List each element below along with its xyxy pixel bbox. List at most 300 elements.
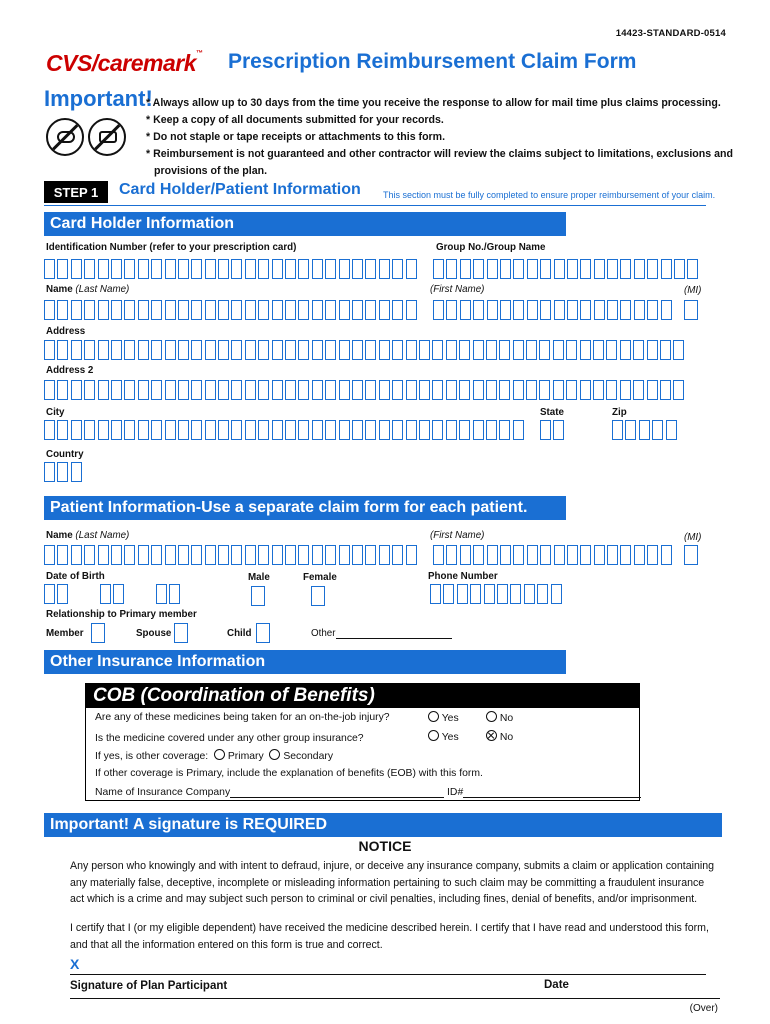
char-box[interactable] [593,340,604,360]
char-box[interactable] [205,420,216,440]
char-box[interactable] [245,340,256,360]
char-box[interactable] [124,380,135,400]
char-box[interactable] [98,420,109,440]
char-box[interactable] [539,380,550,400]
char-box[interactable] [245,380,256,400]
patient-first-name-field[interactable] [433,545,674,565]
char-box[interactable] [593,380,604,400]
char-box[interactable] [540,300,551,320]
char-box[interactable] [352,340,363,360]
char-box[interactable] [325,380,336,400]
char-box[interactable] [178,545,189,565]
char-box[interactable] [625,420,636,440]
char-box[interactable] [325,259,336,279]
secondary-radio[interactable] [269,749,280,760]
char-box[interactable] [325,420,336,440]
char-box[interactable] [165,340,176,360]
char-box[interactable] [379,300,390,320]
char-box[interactable] [191,545,202,565]
char-box[interactable] [98,300,109,320]
char-box[interactable] [165,259,176,279]
q1-no-radio[interactable] [486,711,497,722]
char-box[interactable] [459,420,470,440]
char-box[interactable] [165,380,176,400]
address2-field[interactable] [44,380,687,400]
char-box[interactable] [513,259,524,279]
dob-day-field[interactable] [100,584,127,604]
char-box[interactable] [124,340,135,360]
char-box[interactable] [312,259,323,279]
char-box[interactable] [660,380,671,400]
char-box[interactable] [513,300,524,320]
char-box[interactable] [567,259,578,279]
char-box[interactable] [218,545,229,565]
address-field[interactable] [44,340,687,360]
char-box[interactable] [647,340,658,360]
char-box[interactable] [71,545,82,565]
char-box[interactable] [580,259,591,279]
char-box[interactable] [620,340,631,360]
char-box[interactable] [486,340,497,360]
char-box[interactable] [325,340,336,360]
char-box[interactable] [406,380,417,400]
char-box[interactable] [473,420,484,440]
char-box[interactable] [473,300,484,320]
char-box[interactable] [178,420,189,440]
char-box[interactable] [379,259,390,279]
char-box[interactable] [84,545,95,565]
char-box[interactable] [298,300,309,320]
char-box[interactable] [406,300,417,320]
char-box[interactable] [540,545,551,565]
char-box[interactable] [553,340,564,360]
char-box[interactable] [231,420,242,440]
char-box[interactable] [138,380,149,400]
char-box[interactable] [433,259,444,279]
char-box[interactable] [419,420,430,440]
char-box[interactable] [633,340,644,360]
insurance-company-field[interactable] [230,786,444,798]
char-box[interactable] [71,259,82,279]
char-box[interactable] [178,340,189,360]
char-box[interactable] [430,584,441,604]
char-box[interactable] [218,380,229,400]
char-box[interactable] [272,259,283,279]
char-box[interactable] [258,259,269,279]
char-box[interactable] [191,259,202,279]
char-box[interactable] [191,340,202,360]
char-box[interactable] [151,545,162,565]
char-box[interactable] [44,420,55,440]
char-box[interactable] [510,584,521,604]
char-box[interactable] [298,420,309,440]
char-box[interactable] [661,545,672,565]
char-box[interactable] [231,259,242,279]
char-box[interactable] [527,259,538,279]
char-box[interactable] [151,259,162,279]
char-box[interactable] [460,545,471,565]
char-box[interactable] [124,259,135,279]
char-box[interactable] [245,300,256,320]
char-box[interactable] [500,259,511,279]
char-box[interactable] [620,380,631,400]
char-box[interactable] [178,380,189,400]
char-box[interactable] [111,340,122,360]
char-box[interactable] [647,259,658,279]
char-box[interactable] [513,380,524,400]
char-box[interactable] [339,545,350,565]
char-box[interactable] [540,259,551,279]
q2-yes-radio[interactable] [428,730,439,741]
char-box[interactable] [580,545,591,565]
char-box[interactable] [487,259,498,279]
char-box[interactable] [272,545,283,565]
female-checkbox[interactable] [311,586,325,606]
char-box[interactable] [446,300,457,320]
char-box[interactable] [84,380,95,400]
dob-month-field[interactable] [44,584,71,604]
char-box[interactable] [312,340,323,360]
char-box[interactable] [607,259,618,279]
char-box[interactable] [432,420,443,440]
char-box[interactable] [473,380,484,400]
char-box[interactable] [272,420,283,440]
char-box[interactable] [165,545,176,565]
char-box[interactable] [527,545,538,565]
male-checkbox[interactable] [251,586,265,606]
char-box[interactable] [57,420,68,440]
char-box[interactable] [526,380,537,400]
char-box[interactable] [352,380,363,400]
patient-last-name-field[interactable] [44,545,419,565]
char-box[interactable] [379,420,390,440]
char-box[interactable] [325,300,336,320]
char-box[interactable] [312,300,323,320]
char-box[interactable] [647,380,658,400]
char-box[interactable] [113,584,124,604]
char-box[interactable] [285,420,296,440]
char-box[interactable] [537,584,548,604]
char-box[interactable] [258,545,269,565]
char-box[interactable] [111,380,122,400]
char-box[interactable] [84,259,95,279]
char-box[interactable] [111,300,122,320]
char-box[interactable] [687,259,698,279]
char-box[interactable] [497,584,508,604]
char-box[interactable] [392,300,403,320]
last-name-field[interactable] [44,300,419,320]
char-box[interactable] [500,300,511,320]
char-box[interactable] [218,259,229,279]
char-box[interactable] [57,584,68,604]
spouse-checkbox[interactable] [174,623,188,643]
char-box[interactable] [258,340,269,360]
char-box[interactable] [432,380,443,400]
char-box[interactable] [446,340,457,360]
char-box[interactable] [433,300,444,320]
char-box[interactable] [100,584,111,604]
char-box[interactable] [312,420,323,440]
char-box[interactable] [406,340,417,360]
char-box[interactable] [594,300,605,320]
char-box[interactable] [298,340,309,360]
char-box[interactable] [98,259,109,279]
country-field[interactable] [44,462,84,482]
char-box[interactable] [473,545,484,565]
char-box[interactable] [178,300,189,320]
char-box[interactable] [524,584,535,604]
char-box[interactable] [446,259,457,279]
char-box[interactable] [71,340,82,360]
char-box[interactable] [84,420,95,440]
char-box[interactable] [138,545,149,565]
char-box[interactable] [594,259,605,279]
char-box[interactable] [639,420,650,440]
char-box[interactable] [151,380,162,400]
char-box[interactable] [57,462,68,482]
char-box[interactable] [365,259,376,279]
char-box[interactable] [298,259,309,279]
signature-field[interactable] [70,974,706,975]
char-box[interactable] [487,545,498,565]
char-box[interactable] [57,340,68,360]
patient-mi-field[interactable] [684,545,698,565]
char-box[interactable] [44,259,55,279]
char-box[interactable] [231,380,242,400]
char-box[interactable] [84,300,95,320]
char-box[interactable] [365,545,376,565]
char-box[interactable] [339,340,350,360]
char-box[interactable] [379,380,390,400]
char-box[interactable] [392,340,403,360]
char-box[interactable] [513,545,524,565]
char-box[interactable] [460,300,471,320]
char-box[interactable] [673,340,684,360]
char-box[interactable] [191,420,202,440]
char-box[interactable] [486,420,497,440]
char-box[interactable] [98,545,109,565]
char-box[interactable] [285,259,296,279]
char-box[interactable] [339,300,350,320]
char-box[interactable] [151,300,162,320]
char-box[interactable] [298,380,309,400]
char-box[interactable] [57,380,68,400]
char-box[interactable] [459,380,470,400]
child-checkbox[interactable] [256,623,270,643]
char-box[interactable] [620,545,631,565]
char-box[interactable] [540,420,551,440]
char-box[interactable] [487,300,498,320]
char-box[interactable] [218,300,229,320]
city-field[interactable] [44,420,526,440]
char-box[interactable] [138,340,149,360]
char-box[interactable] [71,380,82,400]
char-box[interactable] [231,340,242,360]
char-box[interactable] [457,584,468,604]
char-box[interactable] [567,545,578,565]
char-box[interactable] [634,300,645,320]
char-box[interactable] [446,545,457,565]
char-box[interactable] [674,259,685,279]
char-box[interactable] [258,420,269,440]
char-box[interactable] [98,340,109,360]
char-box[interactable] [138,420,149,440]
char-box[interactable] [151,420,162,440]
char-box[interactable] [84,340,95,360]
char-box[interactable] [526,340,537,360]
char-box[interactable] [165,300,176,320]
char-box[interactable] [312,545,323,565]
char-box[interactable] [57,545,68,565]
char-box[interactable] [446,420,457,440]
char-box[interactable] [499,380,510,400]
char-box[interactable] [470,584,481,604]
char-box[interactable] [258,300,269,320]
char-box[interactable] [539,340,550,360]
char-box[interactable] [580,300,591,320]
char-box[interactable] [499,420,510,440]
char-box[interactable] [339,420,350,440]
char-box[interactable] [98,380,109,400]
char-box[interactable] [594,545,605,565]
char-box[interactable] [647,300,658,320]
char-box[interactable] [513,340,524,360]
char-box[interactable] [666,420,677,440]
char-box[interactable] [634,545,645,565]
char-box[interactable] [44,340,55,360]
char-box[interactable] [245,259,256,279]
char-box[interactable] [580,380,591,400]
char-box[interactable] [156,584,167,604]
char-box[interactable] [365,420,376,440]
char-box[interactable] [647,545,658,565]
char-box[interactable] [285,300,296,320]
char-box[interactable] [124,545,135,565]
char-box[interactable] [298,545,309,565]
char-box[interactable] [339,259,350,279]
char-box[interactable] [661,300,672,320]
char-box[interactable] [554,300,565,320]
char-box[interactable] [473,259,484,279]
char-box[interactable] [660,340,671,360]
char-box[interactable] [44,545,55,565]
char-box[interactable] [191,380,202,400]
char-box[interactable] [365,300,376,320]
char-box[interactable] [606,380,617,400]
char-box[interactable] [379,340,390,360]
char-box[interactable] [634,259,645,279]
char-box[interactable] [231,300,242,320]
char-box[interactable] [352,420,363,440]
char-box[interactable] [392,420,403,440]
char-box[interactable] [205,300,216,320]
char-box[interactable] [460,259,471,279]
q1-yes-radio[interactable] [428,711,439,722]
char-box[interactable] [352,259,363,279]
char-box[interactable] [406,545,417,565]
char-box[interactable] [44,462,55,482]
char-box[interactable] [473,340,484,360]
char-box[interactable] [191,300,202,320]
char-box[interactable] [71,420,82,440]
char-box[interactable] [124,420,135,440]
char-box[interactable] [325,545,336,565]
char-box[interactable] [44,584,55,604]
char-box[interactable] [527,300,538,320]
char-box[interactable] [633,380,644,400]
char-box[interactable] [245,545,256,565]
char-box[interactable] [165,420,176,440]
char-box[interactable] [379,545,390,565]
char-box[interactable] [606,340,617,360]
char-box[interactable] [553,380,564,400]
char-box[interactable] [111,420,122,440]
char-box[interactable] [419,380,430,400]
char-box[interactable] [285,380,296,400]
char-box[interactable] [245,420,256,440]
char-box[interactable] [71,300,82,320]
char-box[interactable] [205,545,216,565]
char-box[interactable] [620,300,631,320]
char-box[interactable] [71,462,82,482]
char-box[interactable] [231,545,242,565]
char-box[interactable] [607,545,618,565]
char-box[interactable] [285,340,296,360]
char-box[interactable] [432,340,443,360]
char-box[interactable] [486,380,497,400]
char-box[interactable] [607,300,618,320]
char-box[interactable] [352,545,363,565]
char-box[interactable] [285,545,296,565]
char-box[interactable] [44,380,55,400]
char-box[interactable] [500,545,511,565]
char-box[interactable] [392,259,403,279]
group-number-field[interactable] [433,259,701,279]
q2-no-radio-selected[interactable] [486,730,497,741]
char-box[interactable] [551,584,562,604]
char-box[interactable] [513,420,524,440]
char-box[interactable] [652,420,663,440]
char-box[interactable] [205,259,216,279]
char-box[interactable] [612,420,623,440]
char-box[interactable] [272,380,283,400]
char-box[interactable] [169,584,180,604]
id-number-field[interactable] [44,259,419,279]
char-box[interactable] [124,300,135,320]
char-box[interactable] [553,420,564,440]
dob-year-field[interactable] [156,584,183,604]
primary-radio[interactable] [214,749,225,760]
other-field[interactable] [336,627,452,639]
first-name-field[interactable] [433,300,674,320]
char-box[interactable] [111,545,122,565]
char-box[interactable] [392,545,403,565]
char-box[interactable] [580,340,591,360]
mi-field[interactable] [684,300,698,320]
char-box[interactable] [57,259,68,279]
char-box[interactable] [392,380,403,400]
char-box[interactable] [312,380,323,400]
state-field[interactable] [540,420,567,440]
char-box[interactable] [484,584,495,604]
char-box[interactable] [138,300,149,320]
char-box[interactable] [111,259,122,279]
char-box[interactable] [57,300,68,320]
char-box[interactable] [352,300,363,320]
char-box[interactable] [566,340,577,360]
char-box[interactable] [365,340,376,360]
char-box[interactable] [554,259,565,279]
